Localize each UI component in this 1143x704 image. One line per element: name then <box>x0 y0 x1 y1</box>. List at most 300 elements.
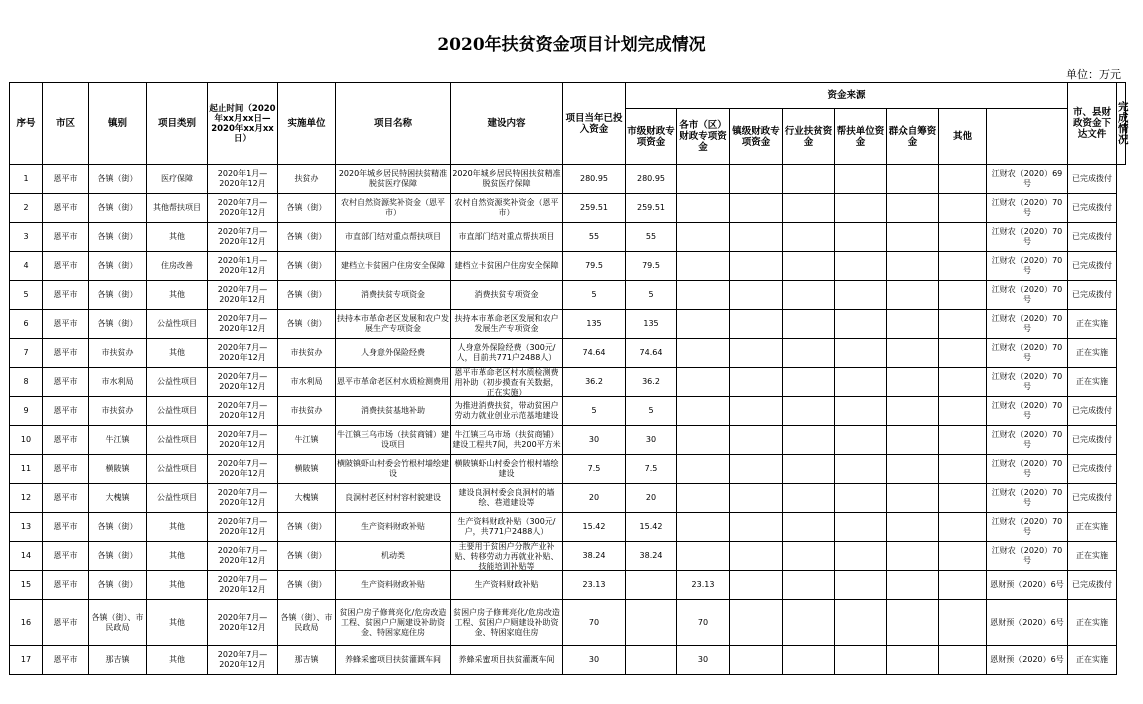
cell-f7 <box>939 310 987 339</box>
cell-text-seq: 17 <box>20 655 32 664</box>
cell-name <box>336 426 451 455</box>
cell-town <box>89 513 147 542</box>
cell-text-f1: 135 <box>643 319 659 328</box>
cell-seq <box>10 368 43 397</box>
cell-city <box>43 310 89 339</box>
cell-text-time: 2020年7月—2020年12月 <box>217 227 268 246</box>
cell-f6 <box>887 646 939 675</box>
cell-text-name: 贫困户房子修葺亮化/危房改造工程、贫困户户厕建设补助资金、特困家庭住房 <box>339 607 447 637</box>
cell-f1 <box>626 426 677 455</box>
cell-city <box>43 223 89 252</box>
cell-text-category: 其他 <box>169 655 185 664</box>
cell-f1 <box>626 368 677 397</box>
cell-text-name: 人身意外保险经费 <box>361 348 425 357</box>
cell-f1 <box>626 223 677 252</box>
cell-text-f2: 23.13 <box>691 580 715 589</box>
cell-name <box>336 223 451 252</box>
cell-unit <box>278 600 336 646</box>
cell-text-status: 已完成拨付 <box>1072 580 1113 589</box>
cell-text-seq: 5 <box>23 290 29 299</box>
cell-f6 <box>887 368 939 397</box>
cell-text-town: 各镇（街） <box>97 551 138 560</box>
cell-f2 <box>677 542 730 571</box>
cell-name <box>336 600 451 646</box>
cell-f2 <box>677 310 730 339</box>
cell-text-doc: 恩财预（2020）6号 <box>990 655 1064 664</box>
cell-content <box>451 339 563 368</box>
cell-f2 <box>677 455 730 484</box>
cell-city <box>43 513 89 542</box>
cell-text-status: 正在实施 <box>1076 319 1109 328</box>
cell-text-doc: 江财农（2020）70号 <box>991 546 1063 565</box>
table-row <box>10 571 1126 600</box>
cell-text-status: 正在实施 <box>1076 617 1109 627</box>
cell-text-invest: 135 <box>586 319 602 328</box>
cell-f5 <box>835 426 887 455</box>
cell-text-time: 2020年7月—2020年12月 <box>217 198 268 217</box>
cell-content <box>451 455 563 484</box>
cell-text-unit: 各镇（街） <box>286 261 327 270</box>
cell-invest <box>563 600 626 646</box>
cell-f4 <box>783 513 835 542</box>
table-row <box>10 600 1126 646</box>
cell-text-f1: 7.5 <box>644 464 658 473</box>
cell-text-time: 2020年7月—2020年12月 <box>217 517 268 536</box>
cell-f4 <box>783 194 835 223</box>
cell-text-status: 已完成拨付 <box>1072 464 1113 473</box>
cell-time <box>208 223 278 252</box>
cell-text-category: 住房改善 <box>161 261 193 270</box>
cell-doc <box>987 223 1068 252</box>
cell-invest <box>563 542 626 571</box>
cell-text-city: 恩平市 <box>53 174 78 183</box>
cell-status <box>1068 310 1117 339</box>
cell-f1 <box>626 310 677 339</box>
cell-text-name: 横陂镇虾山村委会竹根村墙绘建设 <box>337 459 449 478</box>
cell-town <box>89 646 147 675</box>
cell-doc <box>987 194 1068 223</box>
cell-town <box>89 397 147 426</box>
cell-text-name: 牛江镇三乌市场（扶贫商铺）建设项目 <box>337 430 449 449</box>
cell-f2 <box>677 165 730 194</box>
table-row <box>10 339 1126 368</box>
cell-f5 <box>835 223 887 252</box>
cell-f5 <box>835 484 887 513</box>
cell-category <box>147 513 208 542</box>
cell-text-invest: 30 <box>588 435 600 444</box>
cell-f3 <box>730 484 783 513</box>
cell-seq <box>10 252 43 281</box>
cell-f3 <box>730 426 783 455</box>
cell-text-content: 农村自然资源奖补资金（恩平市） <box>454 198 559 217</box>
cell-doc <box>987 252 1068 281</box>
cell-f3 <box>730 252 783 281</box>
cell-f7 <box>939 368 987 397</box>
cell-text-doc: 江财农（2020）70号 <box>991 430 1063 449</box>
cell-text-invest: 30 <box>588 655 600 664</box>
cell-text-doc: 江财农（2020）70号 <box>991 256 1063 275</box>
cell-f6 <box>887 600 939 646</box>
cell-status <box>1068 397 1117 426</box>
cell-text-f1: 38.24 <box>639 551 663 560</box>
cell-name <box>336 542 451 571</box>
cell-f3 <box>730 339 783 368</box>
cell-text-name: 2020年城乡居民特困扶贫精准脱贫医疗保障 <box>338 169 448 188</box>
cell-f5 <box>835 368 887 397</box>
cell-text-town: 各镇（街） <box>97 174 138 183</box>
header-f5: 帮扶单位资金 <box>835 109 887 165</box>
cell-text-time: 2020年7月—2020年12月 <box>217 612 268 632</box>
cell-category <box>147 368 208 397</box>
cell-category <box>147 571 208 600</box>
cell-doc <box>987 281 1068 310</box>
cell-text-seq: 3 <box>23 232 29 241</box>
cell-town <box>89 571 147 600</box>
cell-f6 <box>887 165 939 194</box>
cell-unit <box>278 571 336 600</box>
table-row <box>10 165 1126 194</box>
cell-f4 <box>783 223 835 252</box>
cell-f4 <box>783 368 835 397</box>
cell-text-f1: 280.95 <box>637 174 665 183</box>
cell-text-status: 已完成拨付 <box>1072 203 1113 212</box>
cell-seq <box>10 426 43 455</box>
cell-time <box>208 368 278 397</box>
cell-f1 <box>626 542 677 571</box>
cell-text-invest: 79.5 <box>585 261 603 270</box>
cell-text-town: 各镇（街） <box>97 232 138 241</box>
cell-f1 <box>626 397 677 426</box>
cell-text-f1: 55 <box>645 232 657 241</box>
cell-f7 <box>939 600 987 646</box>
cell-name <box>336 368 451 397</box>
cell-city <box>43 194 89 223</box>
table-row <box>10 484 1126 513</box>
cell-f1 <box>626 165 677 194</box>
cell-unit <box>278 455 336 484</box>
cell-text-city: 恩平市 <box>53 435 78 444</box>
cell-text-time: 2020年1月—2020年12月 <box>217 256 268 275</box>
cell-town <box>89 252 147 281</box>
cell-text-seq: 9 <box>23 406 29 415</box>
cell-f1 <box>626 281 677 310</box>
cell-text-name: 消费扶贫基地补助 <box>361 406 425 415</box>
cell-doc <box>987 542 1068 571</box>
cell-seq <box>10 397 43 426</box>
cell-doc <box>987 600 1068 646</box>
cell-text-status: 已完成拨付 <box>1072 261 1113 270</box>
cell-f1 <box>626 455 677 484</box>
cell-f4 <box>783 646 835 675</box>
cell-f7 <box>939 571 987 600</box>
cell-seq <box>10 484 43 513</box>
cell-invest <box>563 571 626 600</box>
cell-f5 <box>835 542 887 571</box>
cell-f7 <box>939 165 987 194</box>
cell-text-status: 已完成拨付 <box>1072 174 1113 183</box>
header-f6: 群众自筹资金 <box>887 109 939 165</box>
cell-f5 <box>835 252 887 281</box>
cell-doc <box>987 397 1068 426</box>
cell-f2 <box>677 397 730 426</box>
cell-invest <box>563 484 626 513</box>
cell-city <box>43 455 89 484</box>
cell-text-doc: 江财农（2020）70号 <box>991 488 1063 507</box>
cell-text-status: 正在实施 <box>1076 551 1109 560</box>
cell-status <box>1068 426 1117 455</box>
header-f1: 市级财政专项资金 <box>626 109 677 165</box>
cell-f2 <box>677 281 730 310</box>
cell-status <box>1068 513 1117 542</box>
cell-status <box>1068 542 1117 571</box>
cell-text-f1: 15.42 <box>639 522 663 531</box>
cell-name <box>336 194 451 223</box>
cell-doc <box>987 646 1068 675</box>
document-title: 2020年扶贫资金项目计划完成情况 <box>437 35 706 55</box>
cell-invest <box>563 194 626 223</box>
cell-invest <box>563 223 626 252</box>
cell-text-content: 为推进消费扶贫，带动贫困户劳动力就业创业示范基地建设 <box>454 401 559 420</box>
cell-status <box>1068 252 1117 281</box>
cell-status <box>1068 223 1117 252</box>
cell-text-name: 生产资料财政补贴 <box>361 580 425 589</box>
cell-text-time: 2020年7月—2020年12月 <box>217 285 268 304</box>
cell-time <box>208 426 278 455</box>
cell-text-town: 市扶贫办 <box>101 406 134 415</box>
table-row <box>10 252 1126 281</box>
cell-f4 <box>783 397 835 426</box>
cell-text-content: 恩平市革命老区村水质检测费用补助（初步摸查有关数据，正在实施） <box>454 368 559 397</box>
cell-text-town: 横陂镇 <box>105 464 130 473</box>
cell-name <box>336 571 451 600</box>
cell-text-town: 那吉镇 <box>105 655 130 664</box>
fund-table <box>9 82 1129 675</box>
cell-content <box>451 426 563 455</box>
cell-text-time: 2020年7月—2020年12月 <box>217 372 268 391</box>
cell-f1 <box>626 600 677 646</box>
cell-f2 <box>677 571 730 600</box>
cell-name <box>336 455 451 484</box>
cell-text-f2: 70 <box>697 617 709 627</box>
cell-invest <box>563 165 626 194</box>
table-row <box>10 281 1126 310</box>
cell-f3 <box>730 368 783 397</box>
cell-status <box>1068 368 1117 397</box>
cell-name <box>336 484 451 513</box>
cell-content <box>451 310 563 339</box>
cell-f4 <box>783 571 835 600</box>
cell-content <box>451 397 563 426</box>
cell-seq <box>10 223 43 252</box>
cell-f3 <box>730 310 783 339</box>
cell-text-invest: 23.13 <box>582 580 606 589</box>
cell-name <box>336 252 451 281</box>
cell-f2 <box>677 223 730 252</box>
cell-time <box>208 513 278 542</box>
cell-category <box>147 600 208 646</box>
header-town: 镇别 <box>89 83 147 165</box>
cell-f5 <box>835 513 887 542</box>
cell-name <box>336 339 451 368</box>
cell-text-city: 恩平市 <box>53 464 78 473</box>
cell-f5 <box>835 339 887 368</box>
cell-f5 <box>835 397 887 426</box>
cell-text-name: 恩平市革命老区村水质检测费用 <box>337 377 449 386</box>
cell-text-unit: 市水利局 <box>290 377 323 386</box>
cell-seq <box>10 542 43 571</box>
cell-text-f1: 5 <box>648 406 654 415</box>
cell-seq <box>10 165 43 194</box>
cell-doc <box>987 426 1068 455</box>
cell-text-unit: 横陂镇 <box>294 464 319 473</box>
cell-town <box>89 339 147 368</box>
cell-f6 <box>887 455 939 484</box>
cell-f1 <box>626 571 677 600</box>
header-name: 项目名称 <box>336 83 451 165</box>
cell-text-name: 消费扶贫专项资金 <box>361 290 425 299</box>
cell-invest <box>563 513 626 542</box>
cell-f5 <box>835 646 887 675</box>
cell-f4 <box>783 252 835 281</box>
header-category: 项目类别 <box>147 83 208 165</box>
header-funding: 资金来源 <box>626 83 1068 109</box>
cell-content <box>451 252 563 281</box>
cell-text-seq: 7 <box>23 348 29 357</box>
cell-f7 <box>939 455 987 484</box>
cell-f7 <box>939 281 987 310</box>
header-row-1 <box>10 83 1126 109</box>
cell-unit <box>278 281 336 310</box>
cell-category <box>147 194 208 223</box>
cell-text-doc: 恩财预（2020）6号 <box>990 617 1064 627</box>
cell-text-category: 公益性项目 <box>157 406 197 415</box>
cell-f7 <box>939 484 987 513</box>
cell-f2 <box>677 513 730 542</box>
cell-status <box>1068 646 1117 675</box>
cell-status <box>1068 484 1117 513</box>
cell-text-town: 大槐镇 <box>105 493 130 502</box>
cell-seq <box>10 339 43 368</box>
cell-f4 <box>783 339 835 368</box>
cell-unit <box>278 397 336 426</box>
cell-f3 <box>730 571 783 600</box>
cell-town <box>89 223 147 252</box>
cell-f3 <box>730 223 783 252</box>
cell-city <box>43 426 89 455</box>
cell-doc <box>987 310 1068 339</box>
cell-content <box>451 646 563 675</box>
cell-text-town: 各镇（街）、市民政局 <box>91 612 144 632</box>
cell-text-unit: 各镇（街） <box>286 551 327 560</box>
cell-f7 <box>939 542 987 571</box>
header-city: 市区 <box>43 83 89 165</box>
cell-text-seq: 15 <box>20 580 32 589</box>
cell-f4 <box>783 484 835 513</box>
cell-seq <box>10 571 43 600</box>
header-f4: 行业扶贫资金 <box>783 109 835 165</box>
cell-text-time: 2020年7月—2020年12月 <box>217 488 268 507</box>
cell-unit <box>278 513 336 542</box>
cell-text-content: 主要用于贫困户分散产业补贴、转移劳动力再就业补贴、技能培训补贴等 <box>454 542 559 571</box>
cell-content <box>451 571 563 600</box>
cell-text-unit: 各镇（街） <box>286 290 327 299</box>
cell-f3 <box>730 455 783 484</box>
cell-f5 <box>835 571 887 600</box>
cell-f1 <box>626 484 677 513</box>
cell-f6 <box>887 397 939 426</box>
cell-text-doc: 江财农（2020）70号 <box>991 198 1063 217</box>
cell-doc <box>987 571 1068 600</box>
cell-text-content: 生产资料财政补贴 <box>474 580 539 589</box>
cell-time <box>208 281 278 310</box>
cell-text-doc: 江财农（2020）69号 <box>991 169 1063 188</box>
cell-text-doc: 江财农（2020）70号 <box>991 372 1063 391</box>
cell-time <box>208 165 278 194</box>
cell-unit <box>278 646 336 675</box>
cell-unit <box>278 426 336 455</box>
cell-text-town: 各镇（街） <box>97 290 138 299</box>
cell-text-doc: 江财农（2020）70号 <box>991 517 1063 536</box>
cell-city <box>43 339 89 368</box>
cell-doc <box>987 455 1068 484</box>
cell-text-content: 贫困户房子修葺亮化/危房改造工程、贫困户户厕建设补助资金、特困家庭住房 <box>453 607 560 637</box>
cell-unit <box>278 223 336 252</box>
header-f7: 其他 <box>939 109 987 165</box>
cell-text-f1: 259.51 <box>637 203 665 212</box>
cell-text-f1: 36.2 <box>642 377 660 386</box>
cell-f5 <box>835 281 887 310</box>
cell-text-unit: 各镇（街）、市民政局 <box>280 612 333 632</box>
cell-category <box>147 646 208 675</box>
cell-text-status: 正在实施 <box>1076 348 1109 357</box>
cell-time <box>208 542 278 571</box>
cell-text-category: 其他 <box>169 580 185 589</box>
cell-f4 <box>783 165 835 194</box>
cell-unit <box>278 252 336 281</box>
cell-text-seq: 1 <box>23 174 29 183</box>
cell-text-content: 建档立卡贫困户住房安全保障 <box>454 261 559 270</box>
cell-content <box>451 600 563 646</box>
cell-text-invest: 70 <box>588 617 600 627</box>
cell-f1 <box>626 513 677 542</box>
cell-seq <box>10 646 43 675</box>
cell-text-city: 恩平市 <box>53 261 78 270</box>
cell-f6 <box>887 339 939 368</box>
cell-text-name: 扶持本市革命老区发展和农户发展生产专项资金 <box>337 314 449 333</box>
cell-text-unit: 各镇（街） <box>286 319 327 328</box>
cell-doc <box>987 339 1068 368</box>
header-seq: 序号 <box>10 83 43 165</box>
cell-text-city: 恩平市 <box>53 203 78 212</box>
cell-f4 <box>783 542 835 571</box>
cell-invest <box>563 281 626 310</box>
cell-text-unit: 各镇（街） <box>286 232 327 241</box>
cell-f7 <box>939 513 987 542</box>
cell-f6 <box>887 310 939 339</box>
cell-f6 <box>887 223 939 252</box>
cell-content <box>451 281 563 310</box>
cell-text-town: 市水利局 <box>101 377 134 386</box>
header-f2: 各市（区）财政专项资金 <box>677 109 730 165</box>
cell-town <box>89 455 147 484</box>
cell-f3 <box>730 542 783 571</box>
cell-text-status: 正在实施 <box>1076 377 1109 386</box>
cell-text-invest: 38.24 <box>582 551 606 560</box>
cell-f5 <box>835 455 887 484</box>
cell-category <box>147 426 208 455</box>
cell-content <box>451 542 563 571</box>
cell-text-status: 已完成拨付 <box>1072 290 1113 299</box>
